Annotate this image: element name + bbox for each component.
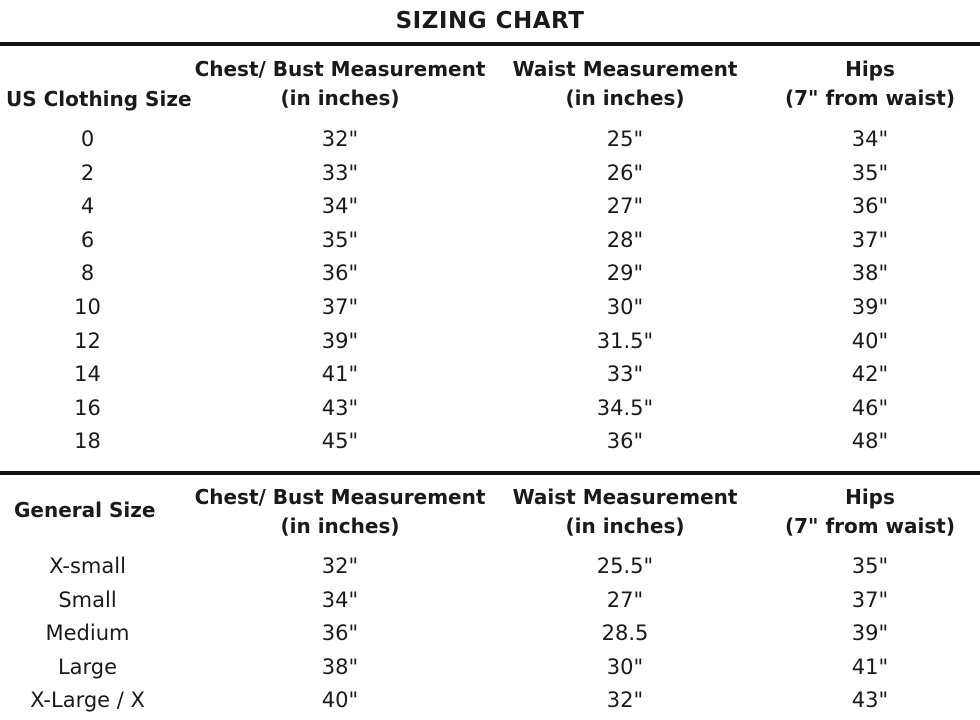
general-waist-cell: 32" — [606, 688, 644, 712]
us-hips-header-line1: Hips — [845, 57, 895, 81]
page-title: SIZING CHART — [395, 8, 585, 34]
us-hips-header — [760, 55, 980, 113]
us-waist-cell: 36" — [606, 429, 644, 454]
general-chest-header-line2: (in inches) — [280, 514, 400, 538]
general-waist-cell: 27" — [606, 587, 644, 612]
us-hips-cell: 38" — [851, 261, 889, 286]
general-waist-header — [475, 483, 775, 541]
us-hips-cell: 35" — [851, 160, 889, 185]
us-waist-cell: 33" — [606, 362, 644, 387]
general-chest-cell: 32" — [321, 554, 359, 578]
general-hips-cell: 37" — [851, 587, 889, 612]
us-chest-cell: 34" — [321, 194, 359, 219]
general-size-cell: Small — [58, 587, 117, 612]
us-hips-cell: 39" — [851, 295, 889, 319]
general-hips-cell: 35" — [851, 554, 889, 578]
general-waist-cell: 25.5" — [596, 554, 654, 578]
general-chest-cell: 34" — [321, 587, 359, 612]
general-size-header: General Size — [14, 498, 156, 522]
us-chest-cell: 36" — [321, 261, 359, 286]
us-hips-cell: 42" — [851, 362, 889, 387]
us-hips-cell: 34" — [851, 127, 889, 151]
general-hips-cell: 41" — [851, 654, 889, 679]
general-waist-header-line1: Waist Measurement — [512, 485, 738, 509]
general-chest-cell: 40" — [321, 688, 359, 712]
us-hips-cell: 48" — [851, 429, 889, 454]
general-hips-header-line1: Hips — [845, 485, 895, 509]
us-chest-header-line1: Chest/ Bust Measurement — [194, 57, 486, 81]
us-chest-cell: 37" — [321, 295, 359, 319]
general-chest-header-line1: Chest/ Bust Measurement — [194, 485, 486, 509]
us-chest-cell: 41" — [321, 362, 359, 387]
us-size-cell: 18 — [74, 429, 101, 454]
general-waist-cell: 28.5 — [601, 621, 649, 645]
us-waist-cell: 31.5" — [596, 328, 654, 353]
us-chest-cell: 33" — [321, 160, 359, 185]
us-hips-cell: 37" — [851, 227, 889, 252]
us-size-header: US Clothing Size — [6, 87, 192, 111]
us-waist-cell: 34.5" — [596, 395, 654, 420]
us-size-cell: 0 — [80, 127, 95, 151]
us-size-cell: 2 — [80, 160, 95, 185]
general-hips-header — [760, 483, 980, 541]
us-waist-cell: 26" — [606, 160, 644, 185]
us-chest-header-line2: (in inches) — [280, 86, 400, 110]
us-waist-header-line2: (in inches) — [565, 86, 685, 110]
general-chest-cell: 36" — [321, 621, 359, 645]
us-waist-cell: 27" — [606, 194, 644, 219]
middle-divider — [0, 471, 980, 475]
general-waist-cell: 30" — [606, 654, 644, 679]
us-waist-cell: 28" — [606, 227, 644, 252]
general-hips-cell: 43" — [851, 688, 889, 712]
us-chest-header — [190, 55, 490, 113]
us-size-cell: 4 — [80, 194, 95, 219]
us-waist-cell: 30" — [606, 295, 644, 319]
us-chest-cell: 43" — [321, 395, 359, 420]
us-size-cell: 16 — [74, 395, 101, 420]
us-waist-header-line1: Waist Measurement — [512, 57, 738, 81]
us-size-cell: 14 — [74, 362, 101, 387]
us-waist-cell: 25" — [606, 127, 644, 151]
general-chest-cell: 38" — [321, 654, 359, 679]
general-size-cell: X-Large / X — [30, 688, 145, 712]
general-waist-header-line2: (in inches) — [565, 514, 685, 538]
us-waist-cell: 29" — [606, 261, 644, 286]
general-hips-header-line2: (7" from waist) — [785, 514, 955, 538]
general-hips-cell: 39" — [851, 621, 889, 645]
us-waist-header — [475, 55, 775, 113]
us-size-cell: 12 — [74, 328, 101, 353]
general-size-cell: Large — [57, 654, 118, 679]
general-size-cell: Medium — [45, 621, 130, 645]
top-divider — [0, 42, 980, 46]
us-chest-cell: 45" — [321, 429, 359, 454]
us-chest-cell: 39" — [321, 328, 359, 353]
us-size-cell: 6 — [80, 227, 95, 252]
us-hips-cell: 36" — [851, 194, 889, 219]
us-size-cell: 8 — [80, 261, 95, 286]
general-size-cell: X-small — [49, 554, 126, 578]
us-size-cell: 10 — [74, 295, 101, 319]
us-hips-cell: 46" — [851, 395, 889, 420]
general-chest-header — [190, 483, 490, 541]
us-hips-cell: 40" — [851, 328, 889, 353]
us-hips-header-line2: (7" from waist) — [785, 86, 955, 110]
us-chest-cell: 35" — [321, 227, 359, 252]
us-chest-cell: 32" — [321, 127, 359, 151]
